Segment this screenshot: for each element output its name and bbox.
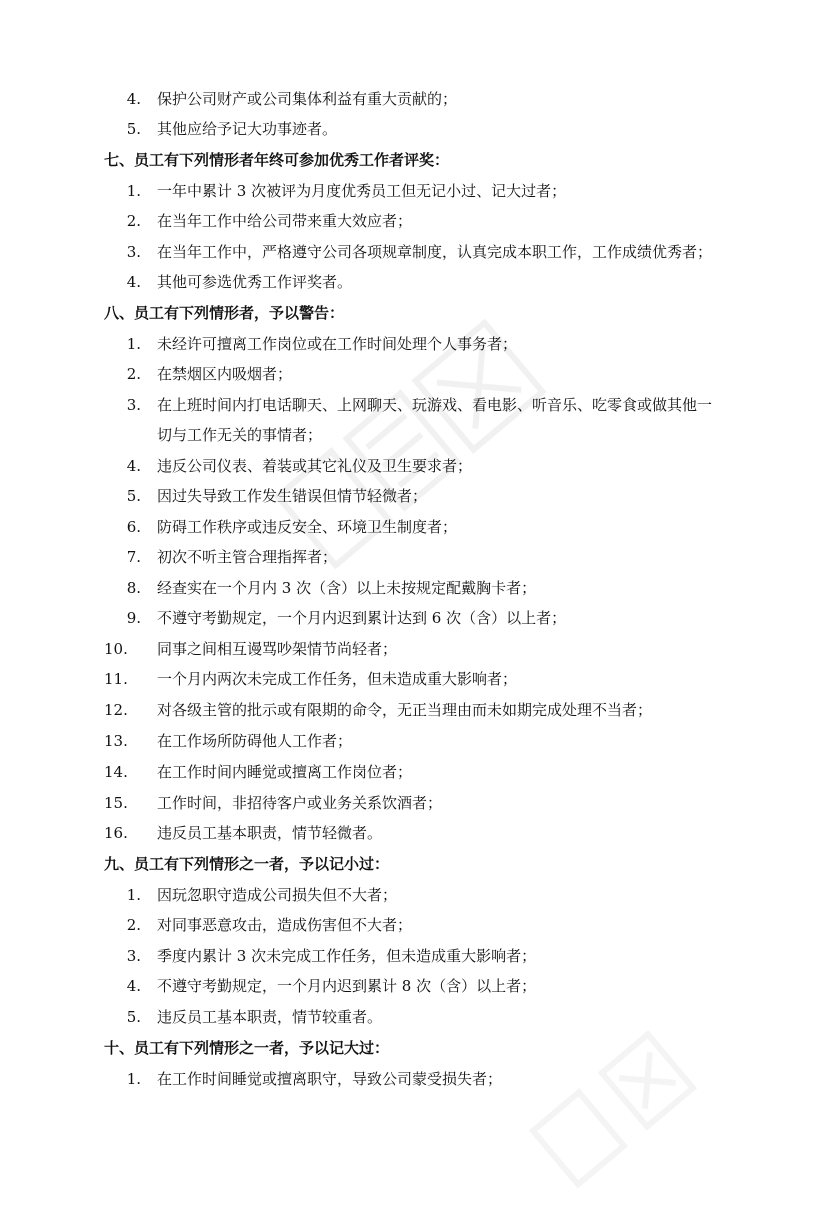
item-number: 9. (126, 609, 141, 627)
item-text: 在工作场所防碍他人工作者； (157, 732, 353, 750)
item-text: 对各级主管的批示或有限期的命令，无正当理由而未如期完成处理不当者； (157, 701, 653, 719)
item-text: 保护公司财产或公司集体利益有重大贡献的； (157, 90, 458, 108)
item-text: 其他应给予记大功事迹者。 (157, 120, 338, 138)
item-text: 季度内累计 3 次未完成工作任务，但未造成重大影响者； (157, 947, 537, 965)
item-text: 因过失导致工作发生错误但情节轻微者； (157, 487, 428, 505)
item-text: 违反员工基本职责，情节较重者。 (157, 1008, 383, 1026)
section-heading: 八、员工有下列情形者，予以警告： (104, 304, 345, 322)
item-text: 不遵守考勤规定，一个月内迟到累计达到 6 次（含）以上者； (157, 609, 567, 627)
item-number: 5. (126, 1008, 141, 1026)
item-number: 6. (126, 518, 141, 536)
item-text: 在工作时间睡觉或擅离职守，导致公司蒙受损失者； (157, 1070, 503, 1088)
item-text: 对同事恶意攻击，造成伤害但不大者； (157, 916, 413, 934)
item-text: 防碍工作秩序或违反安全、环境卫生制度者； (157, 518, 458, 536)
item-text: 工作时间，非招待客户或业务关系饮酒者； (157, 794, 443, 812)
watermark-logo-corner (498, 992, 741, 1228)
item-number: 4. (126, 273, 141, 291)
item-number: 5. (126, 487, 141, 505)
item-number: 2. (126, 212, 141, 230)
item-text: 因玩忽职守造成公司损失但不大者； (157, 886, 398, 904)
item-number: 3. (126, 947, 141, 965)
item-number: 16. (104, 824, 128, 842)
item-number: 1. (126, 335, 141, 353)
item-number: 2. (126, 365, 141, 383)
item-text: 其他可参选优秀工作评奖者。 (157, 273, 353, 291)
item-text: 经查实在一个月内 3 次（含）以上未按规定配戴胸卡者； (157, 579, 537, 597)
item-text: 在当年工作中给公司带来重大效应者； (157, 212, 413, 230)
item-text: 一年中累计 3 次被评为月度优秀员工但无记小过、记大过者； (157, 182, 567, 200)
item-number: 12. (104, 701, 128, 719)
item-number: 15. (104, 794, 128, 812)
item-number: 11. (104, 670, 128, 688)
item-text: 初次不听主管合理指挥者； (157, 548, 338, 566)
item-number: 2. (126, 916, 141, 934)
item-text: 一个月内两次未完成工作任务，但未造成重大影响者； (157, 670, 518, 688)
item-number: 3. (126, 243, 141, 261)
item-text-continuation: 切与工作无关的事情者； (157, 426, 323, 444)
item-number: 10. (104, 640, 128, 658)
item-number: 4. (126, 977, 141, 995)
item-number: 4. (126, 457, 141, 475)
item-number: 1. (126, 886, 141, 904)
item-text: 在禁烟区内吸烟者； (157, 365, 293, 383)
item-number: 4. (126, 90, 141, 108)
section-heading: 十、员工有下列情形之一者，予以记大过： (104, 1039, 390, 1057)
item-number: 7. (126, 548, 141, 566)
item-text: 不遵守考勤规定，一个月内迟到累计 8 次（含）以上者； (157, 977, 537, 995)
item-number: 13. (104, 732, 128, 750)
section-heading: 七、员工有下列情形者年终可参加优秀工作者评奖： (104, 151, 450, 169)
item-text: 在工作时间内睡觉或擅离工作岗位者； (157, 763, 413, 781)
item-text: 未经许可擅离工作岗位或在工作时间处理个人事务者； (157, 335, 518, 353)
item-number: 1. (126, 182, 141, 200)
item-number: 3. (126, 396, 141, 414)
item-number: 5. (126, 120, 141, 138)
item-number: 14. (104, 763, 128, 781)
item-text: 违反公司仪表、着装或其它礼仪及卫生要求者； (157, 457, 473, 475)
item-text: 在上班时间内打电话聊天、上网聊天、玩游戏、看电影、听音乐、吃零食或做其他一 (157, 396, 713, 414)
item-text: 在当年工作中，严格遵守公司各项规章制度，认真完成本职工作，工作成绩优秀者； (157, 243, 713, 261)
item-text: 同事之间相互谩骂吵架情节尚轻者； (157, 640, 398, 658)
section-heading: 九、员工有下列情形之一者，予以记小过： (104, 855, 390, 873)
item-text: 违反员工基本职责，情节轻微者。 (157, 824, 383, 842)
item-number: 1. (126, 1070, 141, 1088)
item-number: 8. (126, 579, 141, 597)
